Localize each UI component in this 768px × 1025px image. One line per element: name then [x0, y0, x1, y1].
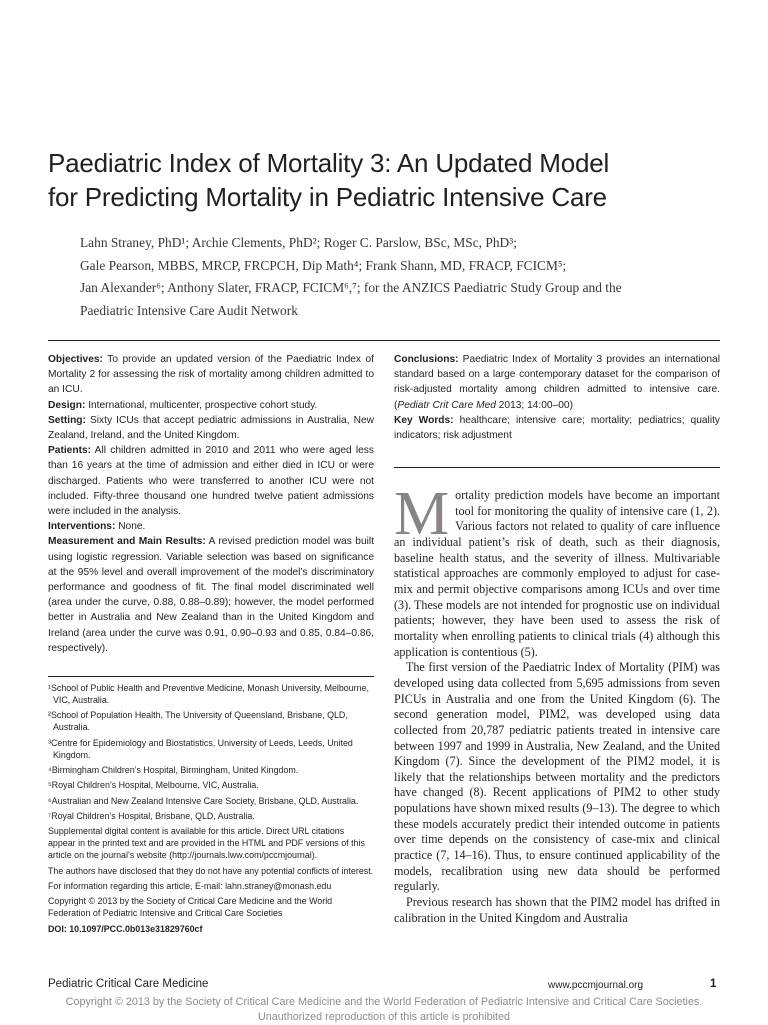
conclusions-label: Conclusions:: [394, 354, 459, 365]
abstract-setting: [48, 413, 374, 443]
abstract-objectives: [48, 352, 374, 398]
author-line: Paediatric Intensive Care Audit Network: [80, 302, 298, 318]
drop-cap: M: [394, 480, 450, 548]
affiliation-note: ⁷Royal Children’s Hospital, Brisbane, QLD, Australia.: [48, 810, 255, 821]
objectives-text: To provide an updated version of the Paediatric Index of Mortality 2 for assessing the risk of mortality among children admitted to an ICU.: [48, 354, 374, 396]
objectives-label: Objectives:: [48, 354, 103, 365]
author-line: Gale Pearson, MBBS, MRCP, FRCPCH, Dip Math⁴; Frank Shann, MD, FRACP, FCICM⁵;: [80, 257, 567, 273]
article-title: [48, 146, 748, 214]
interventions-label: Interventions:: [48, 521, 116, 533]
abstract-interventions: [48, 519, 374, 534]
design-label: Design:: [48, 399, 86, 411]
affiliation-note: ⁶Australian and New Zealand Intensive Care Society, Brisbane, QLD, Australia.: [48, 795, 359, 806]
footnote-divider: [48, 676, 374, 677]
footer-journal-name: Pediatric Critical Care Medicine: [48, 978, 209, 990]
abstract-patients: [48, 443, 374, 519]
affiliation-note: ¹School of Public Health and Preventive Medicine, Monash University, Melbourne, VIC, Australia.: [48, 683, 369, 706]
abstract-results: [48, 534, 374, 656]
setting-text: Sixty ICUs that accept pediatric admissions in Australia, New Zealand, Ireland, and the United Kingdom.: [48, 414, 374, 442]
affiliation-note: ²School of Population Health, The University of Queensland, Brisbane, QLD, Australia.: [48, 710, 348, 733]
header-divider: [48, 340, 720, 341]
abstract-conclusions: [394, 352, 720, 413]
affiliation-note: ⁵Royal Children’s Hospital, Melbourne, VIC, Australia.: [48, 780, 259, 791]
title-line-2: for Predicting Mortality in Pediatric Intensive Care: [48, 182, 607, 212]
copyright-line: Copyright © 2013 by the Society of Critical Care Medicine and the World Federation of Pediatric Intensive and Critical Care Societies.: [65, 996, 703, 1008]
body-paragraph: Previous research has shown that the PIM2 model has drifted in calibration in the United Kingdom and Australia: [394, 895, 720, 925]
affiliation-note: ³Centre for Epidemiology and Biostatistics, University of Leeds, Leeds, United Kingdom.: [48, 737, 353, 760]
body-paragraph: [394, 480, 720, 660]
keywords-label: Key Words:: [394, 414, 454, 426]
interventions-text: None.: [115, 521, 146, 533]
copyright-line: Unauthorized reproduction of this article is prohibited: [257, 1011, 511, 1023]
author-list: [80, 232, 740, 322]
doi-note: DOI: 10.1097/PCC.0b013e31829760cf: [48, 923, 203, 934]
setting-label: Setting:: [48, 414, 86, 426]
patients-text: All children admitted in 2010 and 2011 who were aged less than 16 years at the time of admission and either died in ICU or were discharged. Patients who were transferred to another ICU were not included. Fifty-three thousand one hundred twelve patient admissions were included in the analysis.: [48, 445, 374, 518]
affiliation-note: ⁴Birmingham Children’s Hospital, Birmingham, United Kingdom.: [48, 765, 299, 776]
author-line: Lahn Straney, PhD¹; Archie Clements, PhD²; Roger C. Parslow, BSc, MSc, PhD³;: [80, 235, 517, 250]
design-text: International, multicenter, prospective cohort study.: [85, 399, 318, 411]
abstract-divider: [394, 467, 720, 468]
author-line: Jan Alexander⁶; Anthony Slater, FRACP, FCICM⁶,⁷; for the ANZICS Paediatric Study Group and the: [80, 280, 622, 295]
copyright-bar: [0, 995, 768, 1025]
title-line-1: Paediatric Index of Mortality 3: An Updated Model: [48, 148, 610, 178]
keywords-text: healthcare; intensive care; mortality; pediatrics; quality indicators; risk adjustment: [394, 414, 721, 442]
copyright-note: Copyright © 2013 by the Society of Critical Care Medicine and the World Federation of Pediatric Intensive and Critical Care Societies: [48, 896, 333, 919]
citation-journal: Pediatr Crit Care Med: [397, 399, 496, 411]
paragraph-text: ortality prediction models have become an important tool for monitoring the quality of intensive care (1, 2). Various factors not related to quality of care influence an individual patient’s risk of death, such as their diagnosis, baseline health status, and the severity of illness. Multivariable statistical approaches are commonly employed to adjust for case-mix and permit objective comparisons among ICUs and over time (3). These models are not intended for prognostic use on individual patients; however, they have been used to assess the risk of mortality when enrolling patients to clinical trials (4) although this application is contentious (5).: [394, 488, 720, 659]
conflicts-note: The authors have disclosed that they do not have any potential conflicts of interest.: [48, 865, 374, 876]
conclusions-text: Paediatric Index of Mortality 3 provides an international standard based on a large contemporary dataset for the comparison of risk-adjusted mortality among children admitted to intensive care. (: [394, 354, 720, 411]
abstract-left-column: [48, 352, 374, 656]
body-text-column: [394, 480, 720, 926]
abstract-right-column: [394, 352, 720, 443]
footnotes: [48, 682, 374, 938]
results-text: A revised prediction model was built using logistic regression. Variable selection was based on significance at the 95% level and overall improvement of the model’s discriminatory performance and goodness of fit. The final model discriminated well (area under the curve, 0.88, 0.88–0.89); however, the model performed better in Australia and New Zealand than in the United Kingdom and Ireland (area under the curve was 0.91, 0.90–0.93 and 0.85, 0.84–0.86, respectively).: [48, 536, 374, 654]
abstract-design: [48, 398, 374, 413]
supplemental-note: Supplemental digital content is available for this article. Direct URL citations appear in the printed text and are provided in the HTML and PDF versions of this article on the journal’s website (http://journals.lww.com/pccmjournal).: [48, 826, 365, 861]
footer-url: www.pccmjournal.org: [548, 980, 644, 991]
patients-label: Patients:: [48, 445, 92, 457]
page-number: 1: [710, 978, 717, 990]
abstract-keywords: [394, 413, 720, 443]
results-label: Measurement and Main Results:: [48, 536, 206, 548]
contact-note: For information regarding this article, E-mail: lahn.straney@monash.edu: [48, 881, 332, 891]
citation-tail: 2013; 14:00–00): [495, 399, 573, 411]
body-paragraph: The first version of the Paediatric Index of Mortality (PIM) was developed using data collected from 5,695 admissions from seven PICUs in Australia and one from the United Kingdom (6). The second generation model, PIM2, was developed using data collected from 20,787 pediatric patients treated in intensive care between 1997 and 1999 in Australia, New Zealand, and the United Kingdom (7). Since the development of the PIM2 model, it is likely that the relationships between mortality and the predictors have changed (8). Recent applications of PIM2 to other study populations have shown mixed results (9–13). The degree to which these models accurately predict their intended outcome in patients over time depends on the consistency of case-mix and clinical practice (7, 14–16). Thus, to ensure continued applicability of the models, recalibration using new data should be performed regularly.: [394, 660, 720, 894]
